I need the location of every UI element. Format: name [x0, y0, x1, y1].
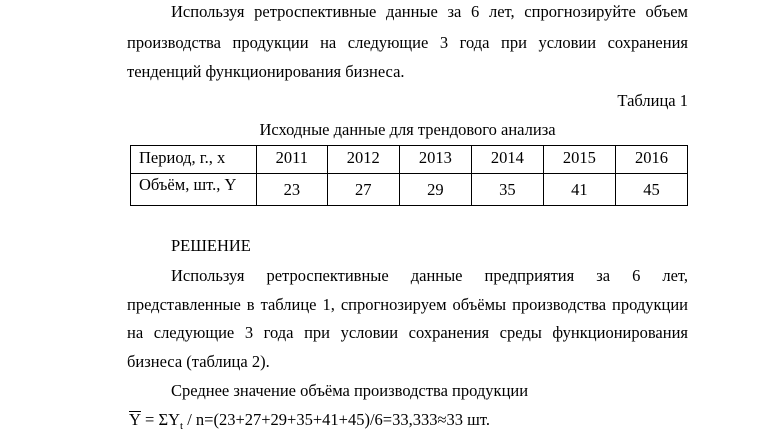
year-cell: 2013 [399, 146, 471, 174]
table-number: Таблица 1 [617, 91, 688, 110]
y-mean-symbol: Y [129, 410, 141, 429]
solution-text-line-2: представленные в таблице 1, спрогнозируем объёмы производства продукции [127, 295, 688, 314]
table-row-volume [131, 174, 688, 206]
volume-cell: 35 [471, 174, 543, 206]
year-cell: 2016 [615, 146, 687, 174]
row-header-volume: Объём, шт., Y [131, 174, 257, 206]
solution-text-line-4: бизнеса (таблица 2). [127, 352, 270, 371]
year-cell: 2015 [543, 146, 615, 174]
task-text-line-1: Используя ретроспективные данные за 6 лет, спрогнозируйте объем [171, 2, 688, 21]
source-data-table [130, 145, 688, 206]
average-caption: Среднее значение объёма производства продукции [171, 381, 529, 400]
formula-calculation: / n=(23+27+29+35+41+45)/6=33,333≈33 шт. [183, 410, 490, 429]
formula-sum: = ΣY [140, 410, 180, 429]
table-row-period [131, 146, 688, 174]
solution-text-line-3: на следующие 3 года при условии сохранения среды функционирования [127, 323, 688, 342]
solution-heading: РЕШЕНИЕ [171, 236, 251, 255]
volume-cell: 45 [615, 174, 687, 206]
solution-text-line-1: Используя ретроспективные данные предприятия за 6 лет, [171, 266, 688, 285]
formula-subscript: t [180, 420, 184, 432]
volume-cell: 29 [399, 174, 471, 206]
volume-cell: 41 [543, 174, 615, 206]
year-cell: 2012 [327, 146, 399, 174]
year-cell: 2011 [257, 146, 328, 174]
volume-cell: 23 [257, 174, 328, 206]
year-cell: 2014 [471, 146, 543, 174]
volume-cell: 27 [327, 174, 399, 206]
average-formula [129, 410, 490, 432]
task-text-line-2: производства продукции на следующие 3 года при условии сохранения [127, 33, 688, 52]
table-caption: Исходные данные для трендового анализа [259, 120, 556, 139]
row-header-period: Период, г., x [131, 146, 257, 174]
task-text-line-3: тенденций функционирования бизнеса. [127, 62, 405, 81]
